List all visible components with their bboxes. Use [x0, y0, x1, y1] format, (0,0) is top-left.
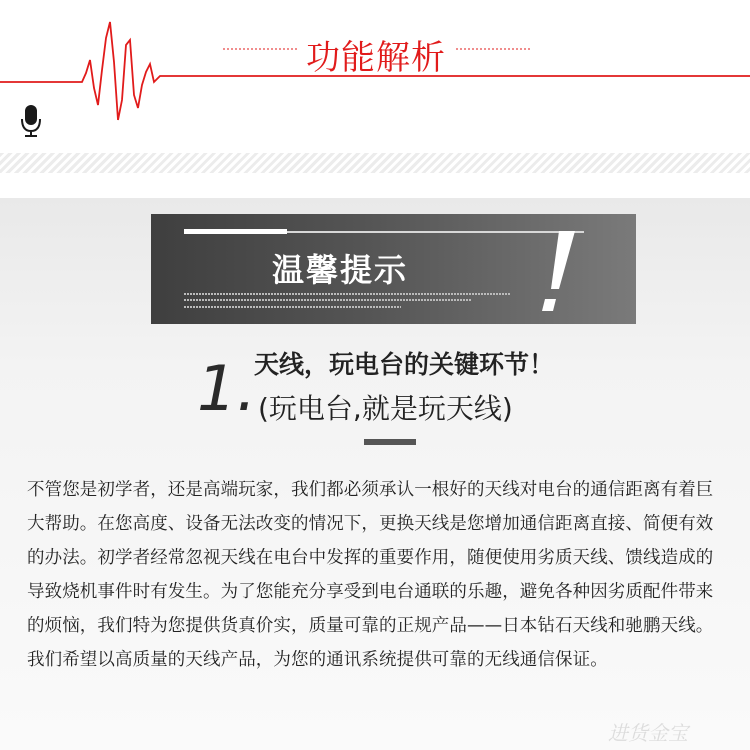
- body-paragraph: 不管您是初学者，还是高端玩家，我们都必须承认一根好的天线对电台的通信距离有着巨大帮助。在您高度、设备无法改变的情况下，更换天线是您增加通信距离直接、简便有效的办法。初学者经常忽视天线在电台中发挥的重要作用，随便使用劣质天线、馈线造成的导致烧机事件时有发生。为了您能充分享受到电台通联的乐趣，避免各种因劣质配件带来的烦恼，我们特为您提供货真价实，质量可靠的正规产品——日本钻石天线和驰鹏天线。我们希望以高质量的天线产品，为您的通讯系统提供可靠的无线通信保证。: [27, 480, 714, 670]
- divider-stripes: [0, 153, 750, 173]
- watermark: 进货金宝: [608, 721, 688, 745]
- notice-banner: [151, 214, 636, 324]
- tip-number: 1.: [197, 352, 257, 425]
- tip-headline: 天线，玩电台的关键环节！: [254, 350, 555, 379]
- section-title: 功能解析: [306, 38, 446, 78]
- banner-rule-accent: [184, 229, 287, 234]
- header: [0, 0, 750, 180]
- section-divider: [364, 439, 416, 445]
- microphone-icon: [20, 104, 42, 138]
- banner-fine-print: [184, 306, 401, 308]
- tip-subline: (玩电台,就是玩天线): [258, 392, 513, 425]
- notice-title: 温馨提示: [272, 251, 409, 289]
- exclamation-icon: [537, 231, 587, 313]
- banner-fine-print: [184, 293, 510, 295]
- banner-fine-print: [184, 299, 471, 301]
